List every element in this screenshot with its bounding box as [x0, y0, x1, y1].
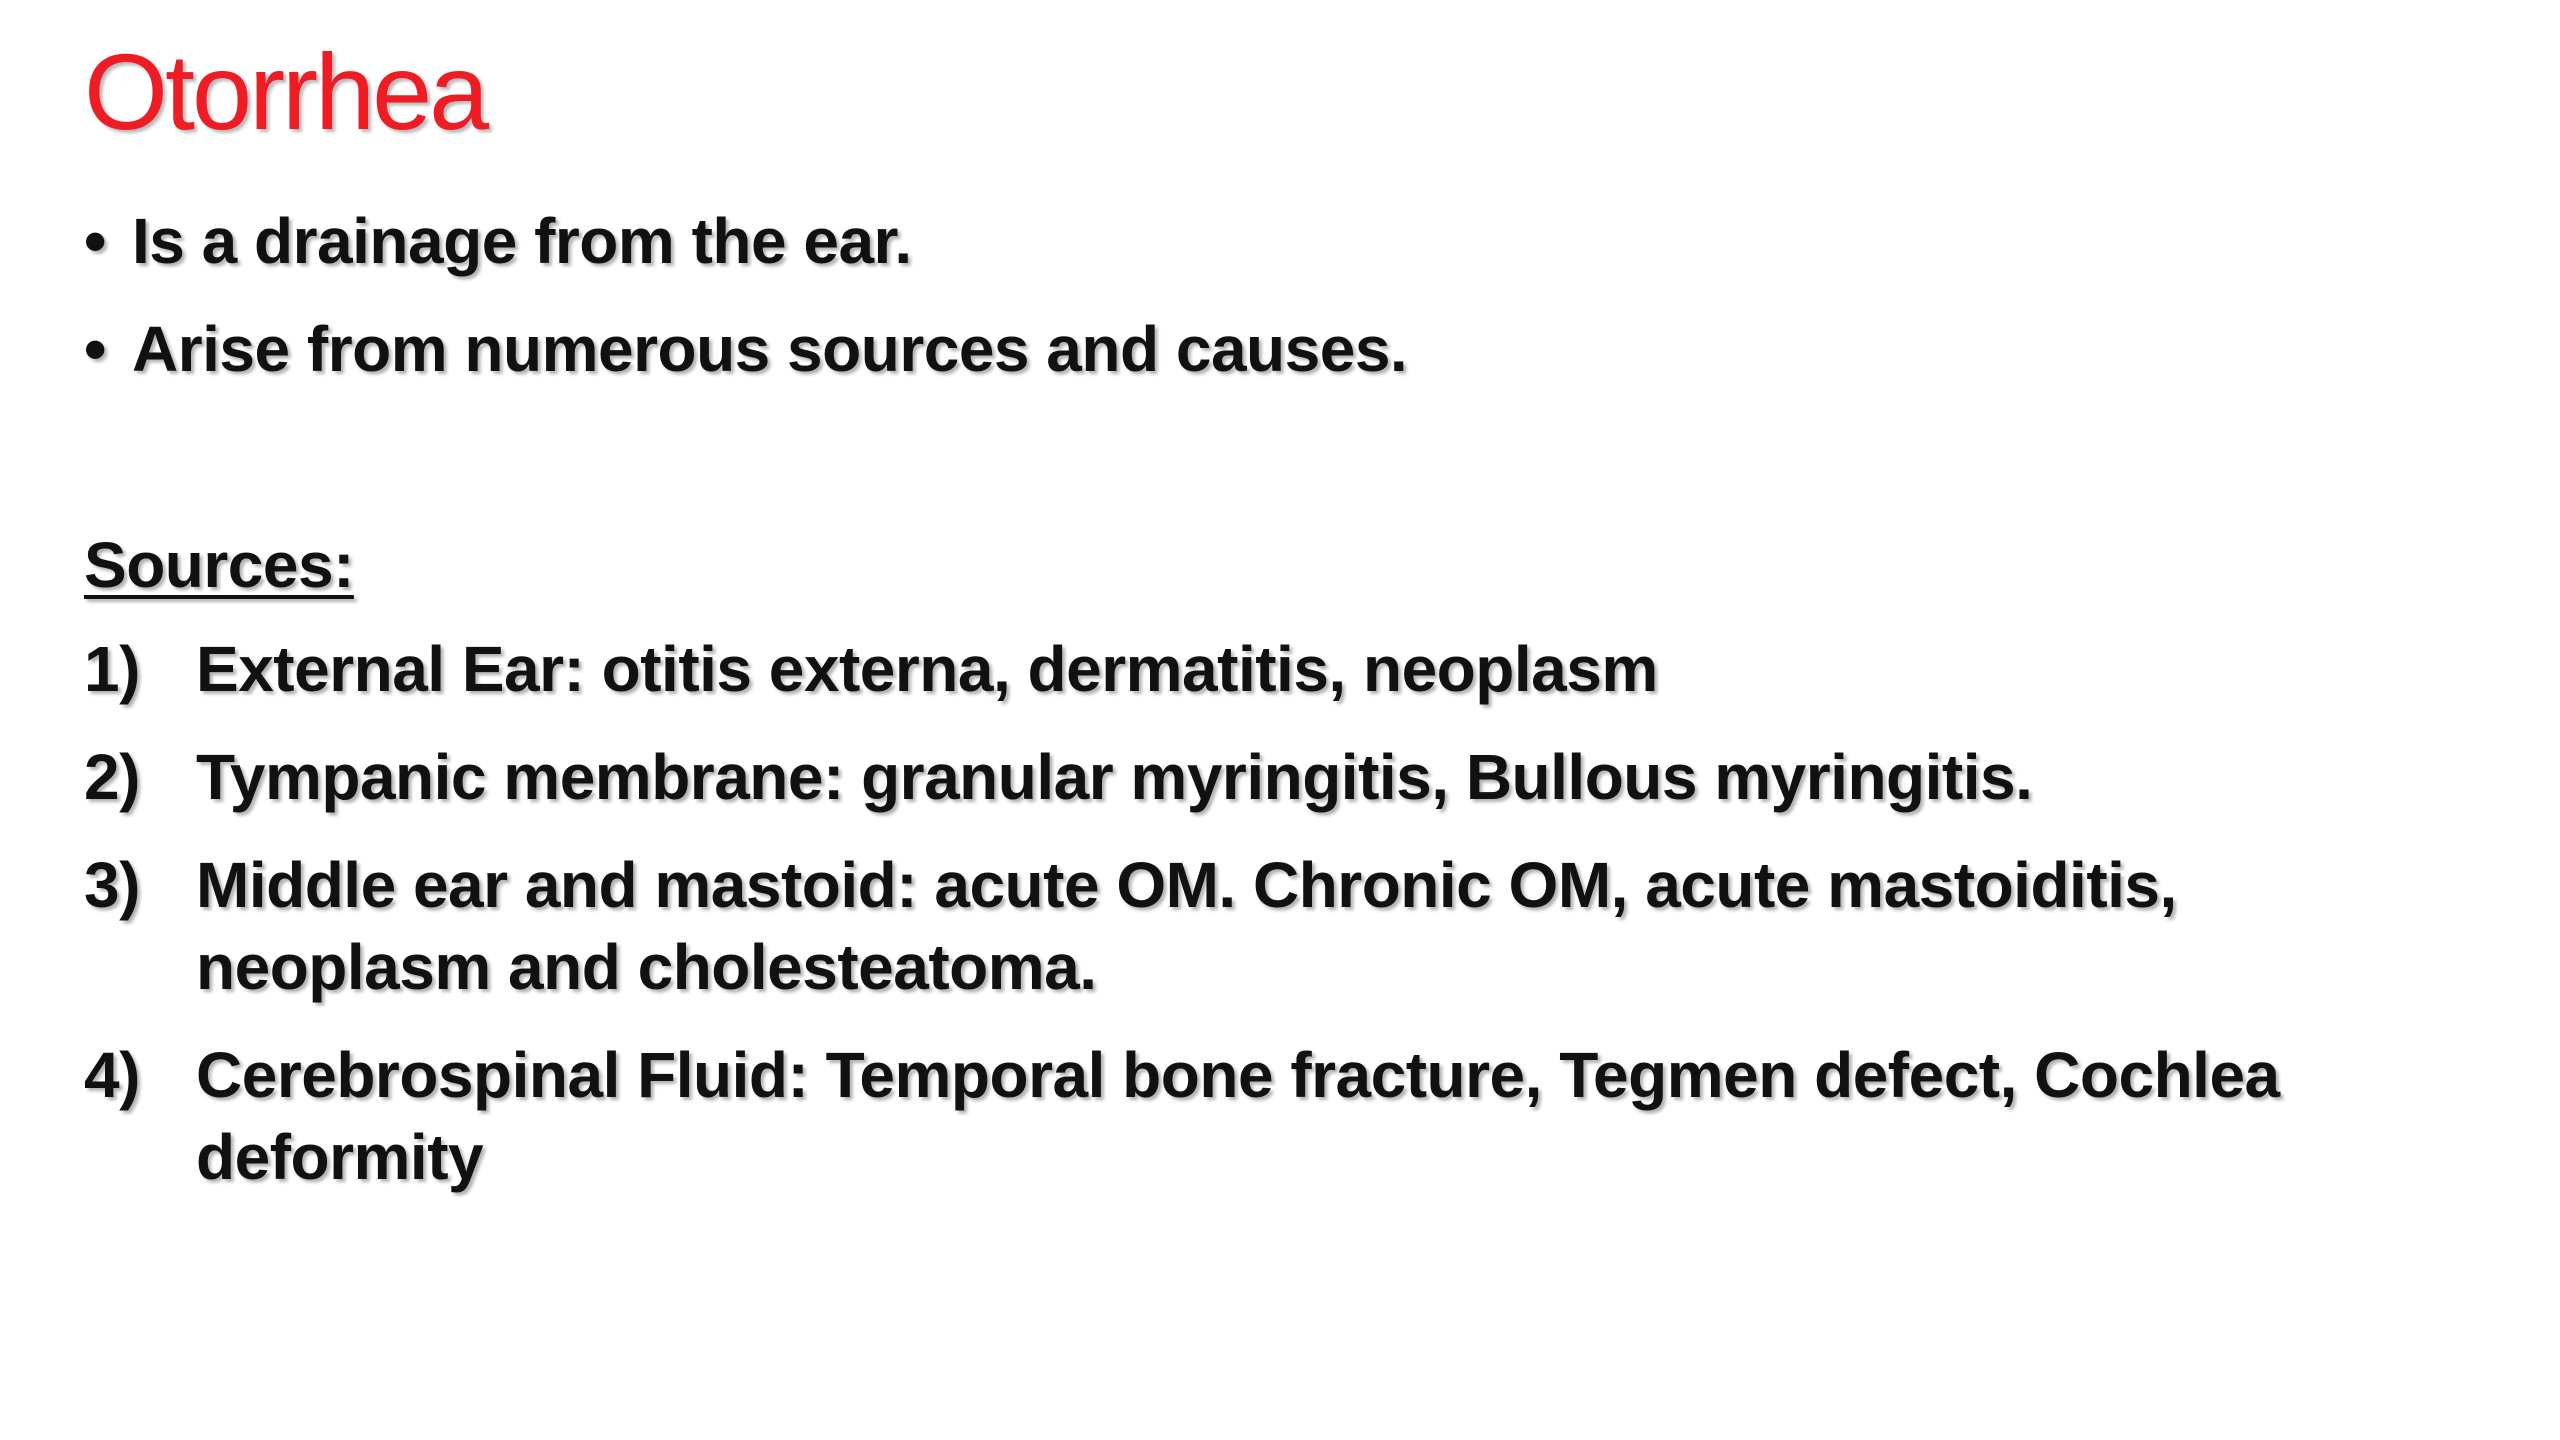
bullet-text: Arise from numerous sources and causes.	[132, 313, 1408, 385]
source-text: Tympanic membrane: granular myringitis, Bullous myringitis.	[196, 741, 2033, 813]
source-item	[84, 628, 2464, 710]
source-text: Middle ear and mastoid: acute OM. Chronic OM, acute mastoiditis, neoplasm and cholesteatoma.	[196, 849, 2177, 1003]
slide-title: Otorrhea	[84, 31, 487, 152]
source-number: 3)	[84, 849, 140, 921]
sources-list	[84, 628, 2464, 1224]
bullet-text: Is a drainage from the ear.	[132, 205, 912, 277]
source-number: 2)	[84, 741, 140, 813]
source-number: 4)	[84, 1039, 140, 1111]
bullet-item	[84, 304, 1407, 412]
source-text: External Ear: otitis externa, dermatitis, neoplasm	[196, 633, 1658, 705]
bullet-marker: •	[84, 205, 106, 277]
bullet-marker: •	[84, 313, 106, 385]
sources-heading: Sources:	[84, 529, 354, 601]
source-item	[84, 1034, 2464, 1198]
source-number: 1)	[84, 633, 140, 705]
source-item	[84, 844, 2464, 1008]
source-text: Cerebrospinal Fluid: Temporal bone fracture, Tegmen defect, Cochlea deformity	[196, 1039, 2280, 1193]
bullet-list	[84, 196, 1407, 412]
source-item	[84, 736, 2464, 818]
bullet-item	[84, 196, 1407, 304]
